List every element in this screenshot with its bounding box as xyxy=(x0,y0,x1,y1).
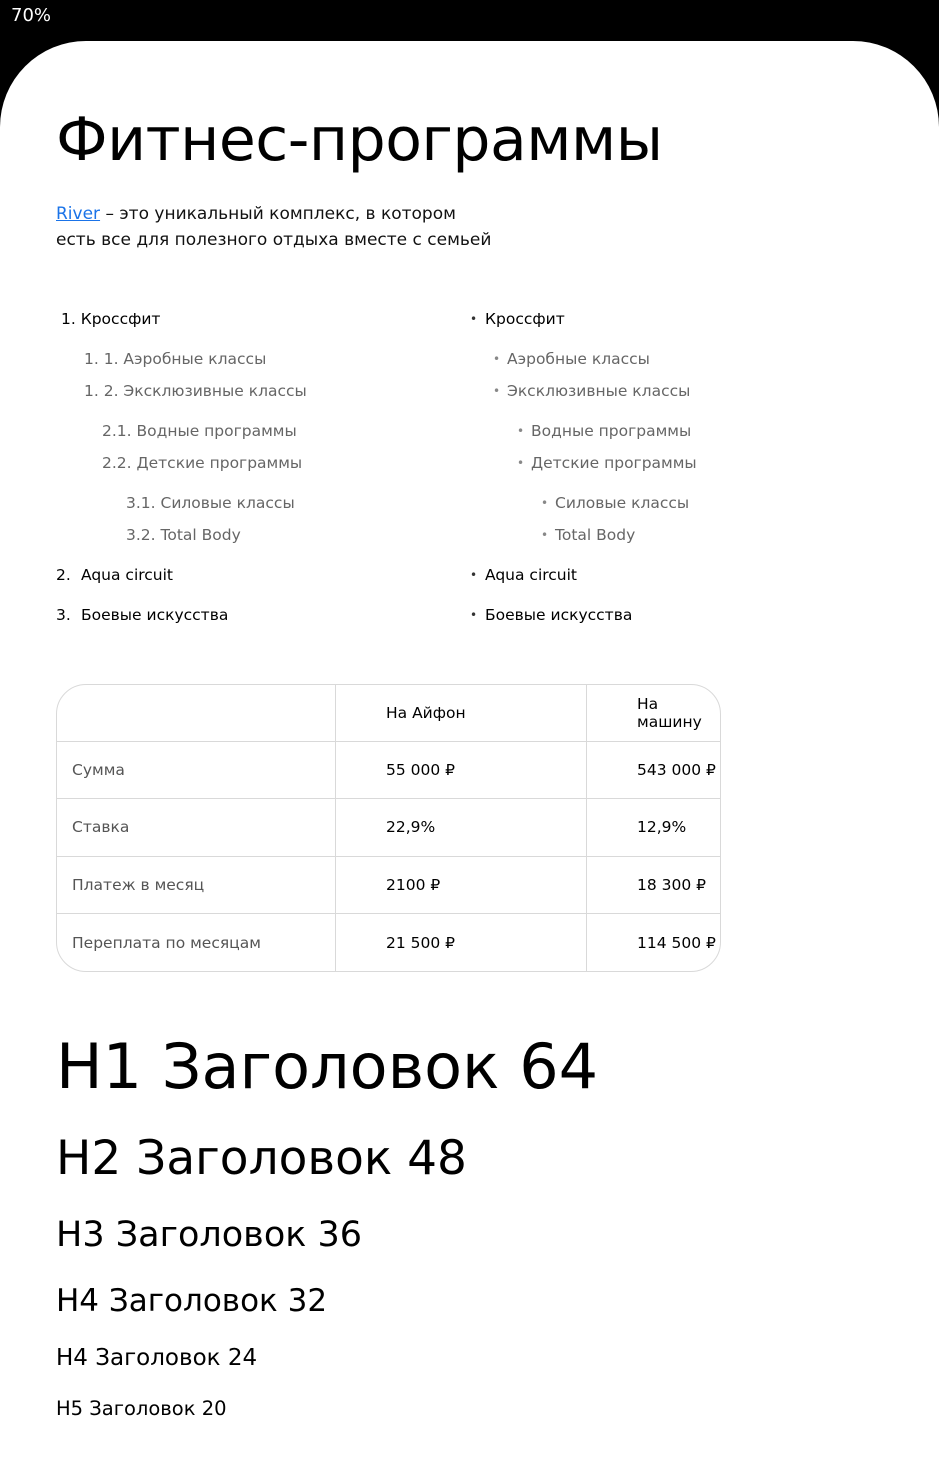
table-header-cell: На машину xyxy=(587,685,721,741)
bullet-icon: • xyxy=(541,496,549,510)
bullet-icon: • xyxy=(541,528,549,542)
table-row xyxy=(57,741,720,799)
table-header-cell xyxy=(57,685,336,741)
heading-h4-24: H4 Заголовок 24 xyxy=(56,1345,258,1371)
table-row xyxy=(57,856,720,914)
table-cell: 2100 ₽ xyxy=(336,856,587,914)
table-cell: 114 500 ₽ xyxy=(637,933,716,952)
table-cell: Платеж в месяц xyxy=(57,856,336,914)
list-item: 1. Кроссфит xyxy=(61,310,161,328)
bullet-icon: • xyxy=(470,608,478,622)
table-cell: Сумма xyxy=(57,741,336,799)
intro-line-2: есть все для полезного отдыха вместе с семьей xyxy=(56,230,492,250)
table-cell: 22,9% xyxy=(336,799,587,857)
list-item: 2.1. Водные программы xyxy=(102,422,297,440)
intro-text xyxy=(56,201,526,253)
intro-line-1: – это уникальный комплекс, в котором xyxy=(100,204,456,224)
river-link[interactable]: River xyxy=(56,204,101,224)
battery-percentage: 70% xyxy=(11,5,52,26)
heading-h1: H1 Заголовок 64 xyxy=(56,1030,599,1103)
list-item: Боевые искусства xyxy=(81,606,229,624)
list-item: Aqua circuit xyxy=(485,566,578,584)
list-item: 2.2. Детские программы xyxy=(102,454,303,472)
heading-h3: H3 Заголовок 36 xyxy=(56,1215,363,1255)
heading-h5: H5 Заголовок 20 xyxy=(56,1397,227,1420)
heading-h2: H2 Заголовок 48 xyxy=(56,1131,467,1186)
table-cell: 18 300 ₽ xyxy=(587,856,721,914)
list-item: 1. 1. Аэробные классы xyxy=(84,350,267,368)
table-row xyxy=(57,914,720,972)
list-item: Кроссфит xyxy=(485,310,565,328)
table-cell: Переплата по месяцам xyxy=(57,914,336,972)
table-cell: 55 000 ₽ xyxy=(336,741,587,799)
bullet-icon: • xyxy=(493,352,501,366)
content-sheet xyxy=(0,41,939,1477)
table-header-cell: На Айфон xyxy=(336,685,587,741)
table-row xyxy=(57,799,720,857)
list-item: Боевые искусства xyxy=(485,606,633,624)
heading-h4-32: H4 Заголовок 32 xyxy=(56,1283,328,1319)
comparison-table xyxy=(56,684,721,972)
list-item: Aqua circuit xyxy=(81,566,174,584)
page-title: Фитнес-программы xyxy=(56,105,663,175)
list-item: Total Body xyxy=(555,526,636,544)
table-cell: 12,9% xyxy=(587,799,721,857)
list-marker: 3. xyxy=(56,606,71,624)
bullet-icon: • xyxy=(470,568,478,582)
table-cell: 543 000 ₽ xyxy=(587,741,721,799)
bullet-icon: • xyxy=(517,456,525,470)
list-item: Эксклюзивные классы xyxy=(507,382,691,400)
list-item: Детские программы xyxy=(531,454,697,472)
bullet-icon: • xyxy=(493,384,501,398)
table-cell: 21 500 ₽ xyxy=(336,914,587,972)
list-marker: 2. xyxy=(56,566,71,584)
table-cell: Ставка xyxy=(57,799,336,857)
bullet-icon: • xyxy=(470,312,478,326)
list-item: Силовые классы xyxy=(555,494,690,512)
list-item: Водные программы xyxy=(531,422,692,440)
list-item: 3.2. Total Body xyxy=(126,526,241,544)
list-item: Аэробные классы xyxy=(507,350,650,368)
list-item: 1. 2. Эксклюзивные классы xyxy=(84,382,307,400)
bullet-icon: • xyxy=(517,424,525,438)
list-item: 3.1. Силовые классы xyxy=(126,494,295,512)
table-header-row xyxy=(57,685,720,741)
